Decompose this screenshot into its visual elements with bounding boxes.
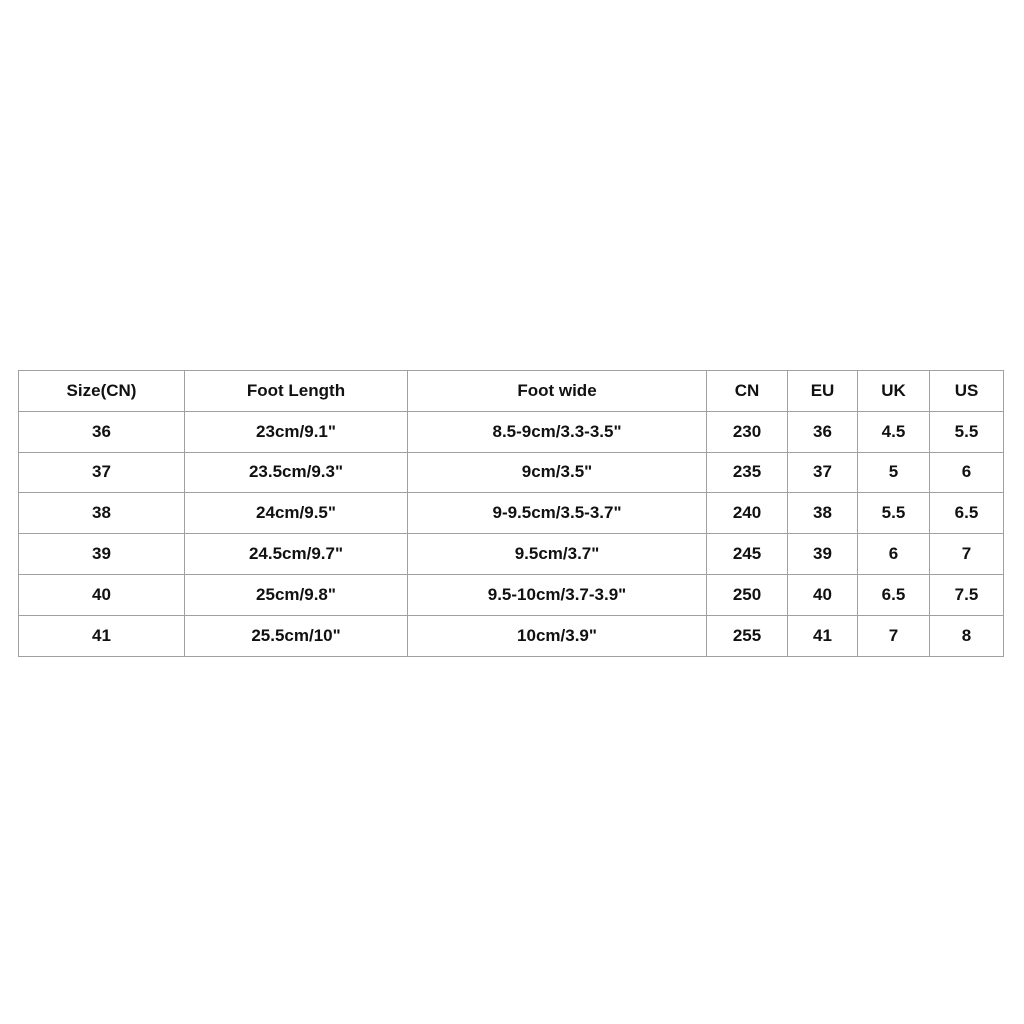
cell-uk: 7 [858,615,930,656]
cell-size-cn: 41 [19,615,185,656]
cell-us: 6 [930,452,1004,493]
cell-foot-length: 24cm/9.5" [185,493,408,534]
column-header-size-cn: Size(CN) [19,371,185,412]
column-header-uk: UK [858,371,930,412]
cell-uk: 6.5 [858,574,930,615]
cell-us: 6.5 [930,493,1004,534]
cell-us: 8 [930,615,1004,656]
cell-cn: 250 [707,574,788,615]
table-row [19,452,1004,493]
cell-us: 7 [930,534,1004,575]
table-row [19,411,1004,452]
column-header-foot-wide: Foot wide [408,371,707,412]
cell-eu: 36 [788,411,858,452]
cell-uk: 5 [858,452,930,493]
table-row [19,534,1004,575]
cell-eu: 41 [788,615,858,656]
cell-size-cn: 37 [19,452,185,493]
column-header-eu: EU [788,371,858,412]
cell-size-cn: 38 [19,493,185,534]
cell-foot-wide: 10cm/3.9" [408,615,707,656]
table-row [19,574,1004,615]
cell-eu: 38 [788,493,858,534]
cell-foot-length: 23cm/9.1" [185,411,408,452]
table-row [19,615,1004,656]
header-row [19,371,1004,412]
cell-cn: 255 [707,615,788,656]
cell-eu: 39 [788,534,858,575]
cell-size-cn: 39 [19,534,185,575]
cell-size-cn: 40 [19,574,185,615]
cell-size-cn: 36 [19,411,185,452]
cell-uk: 5.5 [858,493,930,534]
cell-foot-length: 25cm/9.8" [185,574,408,615]
cell-foot-wide: 8.5-9cm/3.3-3.5" [408,411,707,452]
cell-eu: 37 [788,452,858,493]
column-header-us: US [930,371,1004,412]
cell-uk: 6 [858,534,930,575]
size-chart-table [18,370,1004,657]
cell-uk: 4.5 [858,411,930,452]
cell-us: 5.5 [930,411,1004,452]
cell-cn: 235 [707,452,788,493]
cell-foot-wide: 9.5cm/3.7" [408,534,707,575]
cell-cn: 240 [707,493,788,534]
cell-cn: 230 [707,411,788,452]
cell-foot-wide: 9.5-10cm/3.7-3.9" [408,574,707,615]
cell-foot-wide: 9cm/3.5" [408,452,707,493]
cell-foot-wide: 9-9.5cm/3.5-3.7" [408,493,707,534]
cell-foot-length: 23.5cm/9.3" [185,452,408,493]
cell-foot-length: 25.5cm/10" [185,615,408,656]
column-header-cn: CN [707,371,788,412]
cell-foot-length: 24.5cm/9.7" [185,534,408,575]
cell-cn: 245 [707,534,788,575]
cell-eu: 40 [788,574,858,615]
cell-us: 7.5 [930,574,1004,615]
table-row [19,493,1004,534]
column-header-foot-length: Foot Length [185,371,408,412]
